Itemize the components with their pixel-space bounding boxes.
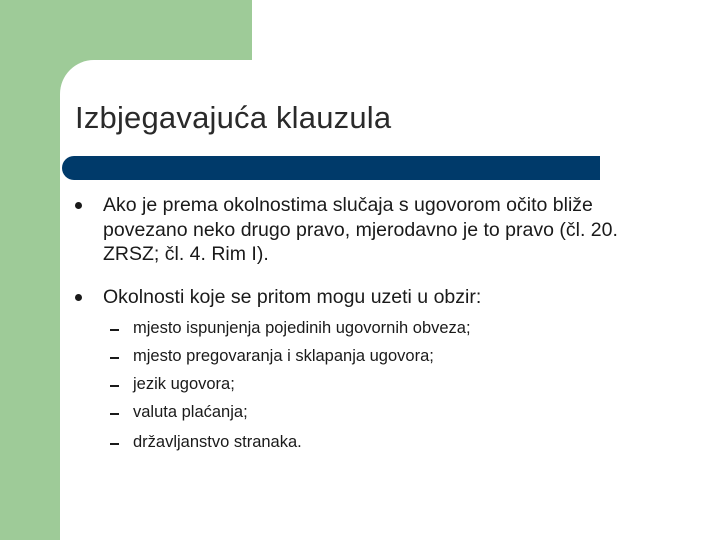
dash-bullet-icon: [110, 413, 119, 415]
dash-bullet-icon: [110, 357, 119, 359]
slide-title: Izbjegavajuća klauzula: [75, 100, 392, 135]
dash-bullet-icon: [110, 329, 119, 331]
sub-bullet-item: valuta plaćanja;: [133, 403, 248, 421]
bullet-item: Okolnosti koje se pritom mogu uzeti u obzir:: [103, 286, 482, 308]
bullet-item: Ako je prema okolnostima slučaja s ugovorom očito bliže povezano neko drugo pravo, mjerodavno je to pravo (čl. 20. ZRSZ; čl. 4. Rim I).: [103, 194, 618, 265]
dash-bullet-icon: [110, 443, 119, 445]
sub-bullet-item: jezik ugovora;: [133, 375, 235, 393]
bullet-dot-icon: [75, 202, 82, 209]
bullet-dot-icon: [75, 294, 82, 301]
sub-bullet-item: državljanstvo stranaka.: [133, 433, 302, 451]
sub-bullet-item: mjesto pregovaranja i sklapanja ugovora;: [133, 347, 434, 365]
title-underline-bar: [62, 156, 600, 180]
sub-bullet-item: mjesto ispunjenja pojedinih ugovornih obveza;: [133, 319, 471, 337]
dash-bullet-icon: [110, 385, 119, 387]
